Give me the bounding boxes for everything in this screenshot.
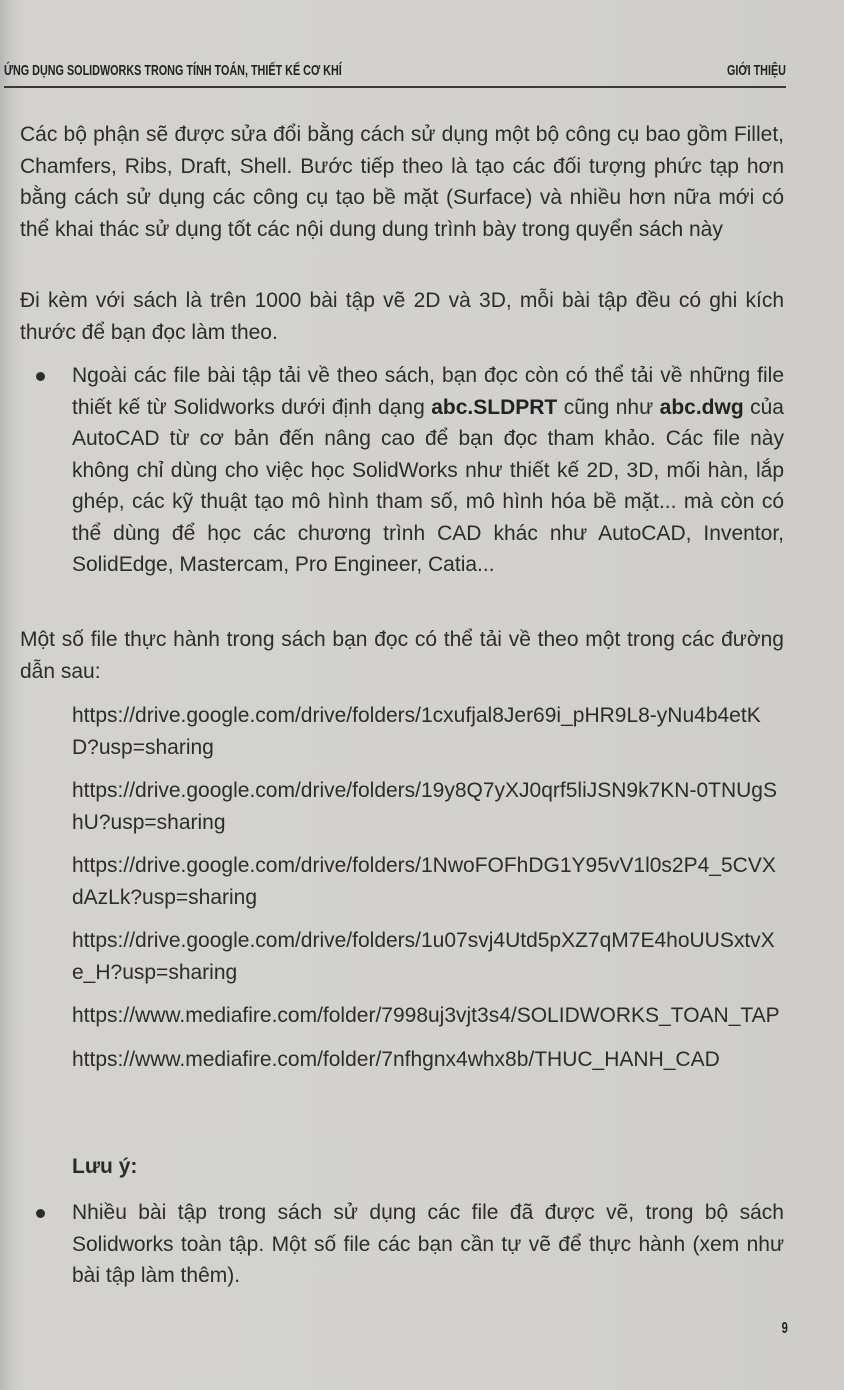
bullet-text-part: Ngoài các file bài tập tải về theo sách, bạn đọc còn có thể tải về những file thiết kế từ Solidworks dưới định dạng (72, 364, 784, 419)
bullet-icon (36, 372, 45, 381)
download-link[interactable]: https://drive.google.com/drive/folders/1NwoFOFhDG1Y95vV1l0s2P4_5CVXdAzLk?usp=sharing (72, 854, 776, 909)
download-link[interactable]: https://drive.google.com/drive/folders/1u07svj4Utd5pXZ7qM7E4hoUUSxtvXe_H?usp=sharing (72, 929, 775, 984)
header-divider (4, 86, 786, 88)
file-format-dwg: abc.dwg (659, 395, 744, 419)
bullet-item-downloads (20, 360, 784, 581)
paragraph-exercises: Đi kèm với sách là trên 1000 bài tập vẽ 2D và 3D, mỗi bài tập đều có ghi kích thước để bạn đọc làm theo. (20, 289, 784, 344)
file-format-sldprt: abc.SLDPRT (431, 395, 558, 419)
bullet-text: Nhiều bài tập trong sách sử dụng các file đã được vẽ, trong bộ sách Solidworks toàn tập. Một số file các bạn cần tự vẽ để thực hành (xem như bài tập làm thêm). (72, 1201, 784, 1287)
bullet-text-part: của AutoCAD từ cơ bản đến nâng cao để bạn đọc tham khảo. Các file này không chỉ dùng cho việc học SolidWorks như thiết kế 2D, 3D, mối hàn, lắp ghép, các kỹ thuật tạo mô hình tham số, mô hình hóa bề mặt... mà còn có thể dùng để học các chương trình CAD khác như AutoCAD, Inventor, SolidEdge, Mastercam, Pro Engineer, Catia... (72, 395, 784, 576)
book-title: ỨNG DỤNG SOLIDWORKS TRONG TÍNH TOÁN, THIẾT KẾ CƠ KHÍ (4, 62, 342, 79)
download-link[interactable]: https://www.mediafire.com/folder/7998uj3vjt3s4/SOLIDWORKS_TOAN_TAP (72, 1004, 780, 1027)
download-link[interactable]: https://drive.google.com/drive/folders/1cxufjal8Jer69i_pHR9L8-yNu4b4etKD?usp=sharing (72, 704, 761, 759)
bullet-text-part: cũng như (557, 395, 660, 419)
download-link[interactable]: https://www.mediafire.com/folder/7nfhgnx4whx8b/THUC_HANH_CAD (72, 1047, 720, 1071)
page-number: 9 (781, 1320, 788, 1337)
paragraph-tools: Các bộ phận sẽ được sửa đổi bằng cách sử dụng một bộ công cụ bao gồm Fillet, Chamfers, Ribs, Draft, Shell. Bước tiếp theo là tạo các đối tượng phức tạp hơn bằng cách sử dụng các công cụ tạo bề mặt (Surface) và nhiều hơn nữa mới có thể khai thác sử dụng tốt các nội dung dung trình bày trong quyển sách này (20, 123, 784, 241)
download-link[interactable]: https://drive.google.com/drive/folders/19y8Q7yXJ0qrf5liJSN9k7KN-0TNUgShU?usp=sharing (72, 779, 777, 834)
paragraph-links-intro: Một số file thực hành trong sách bạn đọc có thể tải về theo một trong các đường dẫn sau: (20, 628, 784, 683)
bullet-icon (36, 1209, 45, 1218)
bullet-item-note (20, 1197, 784, 1292)
running-header (4, 60, 786, 86)
chapter-title: GIỚI THIỆU (726, 62, 786, 79)
note-heading: Lưu ý: (72, 1155, 138, 1178)
download-links-list (72, 700, 784, 1087)
bullet-text (72, 360, 784, 581)
